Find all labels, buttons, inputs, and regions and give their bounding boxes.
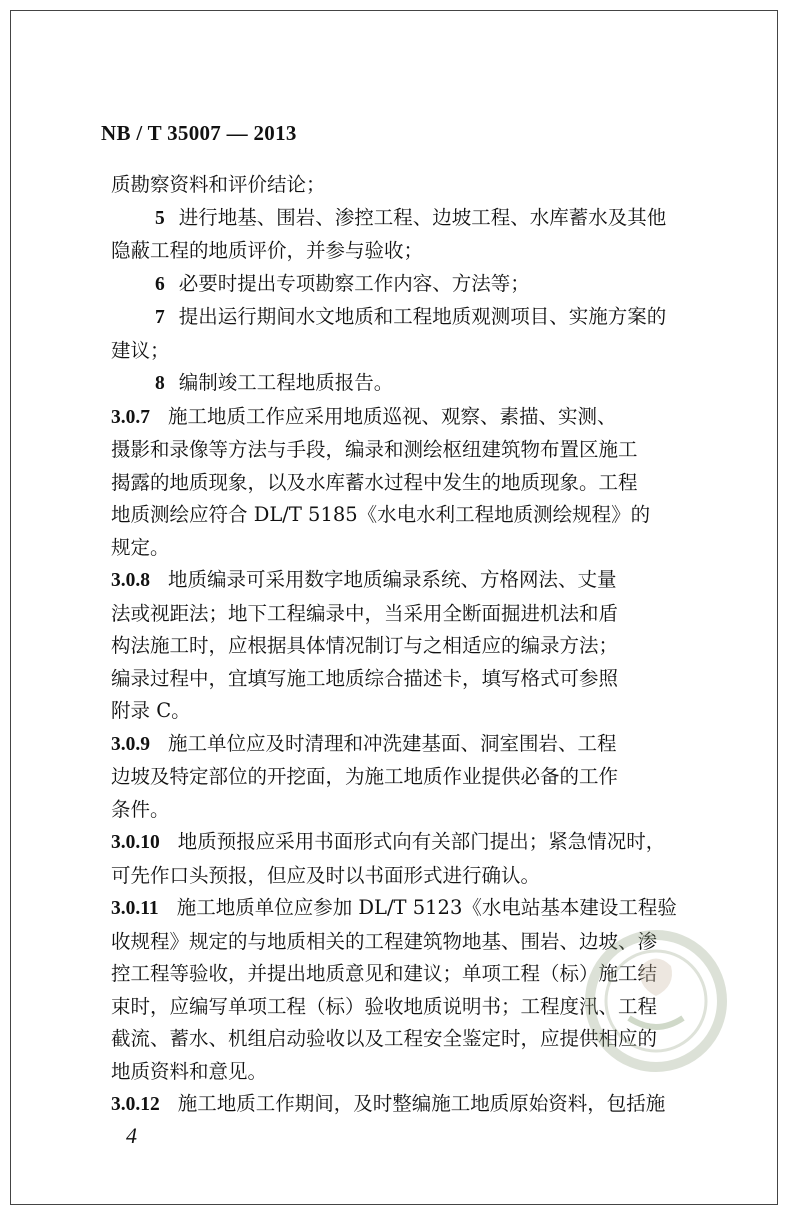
document-page bbox=[10, 10, 778, 1205]
clause-3-0-12 bbox=[111, 1088, 725, 1122]
clause-3-0-9 bbox=[111, 728, 725, 827]
text-line: 地质编录可采用数字地质编录系统、方格网法、丈量 bbox=[168, 568, 617, 591]
page-number: 4 bbox=[126, 1123, 137, 1148]
clause-number: 3.0.12 bbox=[111, 1094, 160, 1115]
clause-number: 3.0.8 bbox=[111, 570, 150, 591]
text-line: 附录 C。 bbox=[111, 699, 191, 722]
text-line: 地质资料和意见。 bbox=[111, 1059, 268, 1083]
list-item-6 bbox=[111, 268, 725, 302]
text-line: 收规程》规定的与地质相关的工程建筑物地基、围岩、边坡、渗 bbox=[111, 929, 658, 953]
text-line: 控工程等验收，并提出地质意见和建议；单项工程（标）施工结 bbox=[111, 962, 658, 985]
text-line: 构法施工时，应根据具体情况制订与之相适应的编录方法； bbox=[111, 634, 619, 657]
text-line: 可先作口头预报，但应及时以书面形式进行确认。 bbox=[111, 863, 541, 887]
text-line: 进行地基、围岩、渗控工程、边坡工程、水库蓄水及其他 bbox=[178, 205, 667, 229]
text-line: 束时，应编写单项工程（标）验收地质说明书；工程度汛、工程 bbox=[111, 994, 658, 1018]
text-line: 地质预报应采用书面形式向有关部门提出；紧急情况时， bbox=[177, 830, 666, 853]
text-line: 施工地质单位应参加 DL/T 5123《水电站基本建设工程验 bbox=[176, 896, 677, 919]
text-line: 地质测绘应符合 DL/T 5185《水电水利工程地质测绘规程》的 bbox=[111, 503, 651, 526]
clause-3-0-7 bbox=[111, 401, 725, 565]
text-line: 揭露的地质现象，以及水库蓄水过程中发生的地质现象。工程 bbox=[111, 470, 638, 494]
clause-number: 3.0.7 bbox=[111, 406, 150, 428]
list-item-5 bbox=[111, 202, 725, 268]
library-seal-icon bbox=[581, 926, 731, 1076]
text-line: 规定。 bbox=[111, 535, 170, 559]
item-number: 6 bbox=[155, 273, 165, 295]
clause-number: 3.0.10 bbox=[111, 832, 160, 853]
text-line: 提出运行期间水文地质和工程地质观测项目、实施方案的 bbox=[178, 305, 667, 328]
item-number: 5 bbox=[155, 207, 165, 229]
clause-number: 3.0.9 bbox=[111, 733, 150, 755]
text-line: 隐蔽工程的地质评价，并参与验收； bbox=[111, 239, 424, 262]
text-line: 施工地质工作期间，及时整编施工地质原始资料，包括施 bbox=[177, 1092, 666, 1115]
text-line: 编录过程中，宜填写施工地质综合描述卡，填写格式可参照 bbox=[111, 666, 619, 690]
list-item-7 bbox=[111, 301, 725, 367]
text-line: 截流、蓄水、机组启动验收以及工程安全鉴定时，应提供相应的 bbox=[111, 1027, 658, 1050]
text-line: 施工地质工作应采用地质巡视、观察、素描、实测、 bbox=[168, 404, 617, 428]
continuation-paragraph bbox=[111, 169, 725, 202]
list-item-8 bbox=[111, 367, 725, 401]
text-line: 建议； bbox=[111, 338, 170, 362]
clause-3-0-8 bbox=[111, 564, 725, 728]
text-line: 边坡及特定部位的开挖面，为施工地质作业提供必备的工作 bbox=[111, 765, 619, 788]
text-line: 法或视距法；地下工程编录中，当采用全断面掘进机法和盾 bbox=[111, 601, 619, 625]
text-line: 条件。 bbox=[111, 797, 170, 821]
text-line: 质勘察资料和评价结论； bbox=[111, 173, 326, 196]
text-line: 必要时提出专项勘察工作内容、方法等； bbox=[178, 271, 530, 295]
text-line: 施工单位应及时清理和冲洗建基面、洞室围岩、工程 bbox=[168, 731, 617, 755]
item-number: 7 bbox=[155, 307, 165, 328]
standard-code: NB / T 35007 — 2013 bbox=[101, 121, 297, 145]
clause-3-0-10 bbox=[111, 826, 725, 892]
item-number: 8 bbox=[155, 373, 165, 394]
text-line: 编制竣工工程地质报告。 bbox=[178, 371, 394, 394]
text-line: 摄影和录像等方法与手段，编录和测绘枢纽建筑物布置区施工 bbox=[111, 438, 638, 461]
clause-number: 3.0.11 bbox=[111, 898, 159, 919]
